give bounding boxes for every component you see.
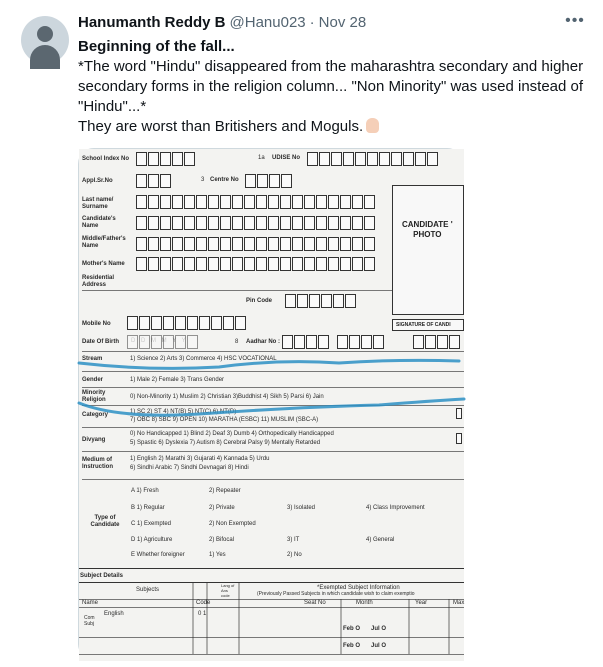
dob-label: Date Of Birth — [82, 339, 120, 345]
type-a-2: 2) Repeater — [209, 488, 241, 494]
divyang-row-2: 5) Spastic 6) Dyslexia 7) Autism 8) Cerebral Palsy 9) Mentally Retarded — [130, 440, 321, 446]
feb-option-1: Feb O — [343, 626, 361, 632]
year-col-label: Year — [415, 600, 428, 606]
aadhar-label: Aadhar No : — [246, 339, 281, 345]
subject-details-label: Subject Details — [80, 573, 124, 579]
stream-options: 1) Science 2) Arts 3) Commerce 4) HSC VOCATIONAL — [130, 356, 277, 362]
gender-options: 1) Male 2) Female 3) Trans Gender — [130, 377, 225, 383]
separator-dot: · — [309, 14, 315, 31]
residential-address-label: Residential Address — [82, 275, 115, 288]
jul-option-1: Jul O — [371, 626, 387, 632]
tweet-line-3: They are worst than Britishers and Moguls. — [78, 118, 364, 135]
udise-label: UDISE No — [272, 155, 301, 161]
medium-row-1: 1) English 2) Marathi 3) Gujarati 4) Kannada 5) Urdu — [130, 456, 270, 462]
type-c-2: 2) Non Exempted — [209, 521, 256, 527]
school-index-label: School Index No — [82, 156, 130, 162]
application-form-photo — [79, 149, 464, 661]
tweet-date[interactable]: Nov 28 — [318, 14, 367, 31]
scribble-stream — [79, 360, 459, 368]
centre-label: Centre No — [210, 177, 239, 183]
exempted-sub-label: (Previously Passed Subjects in which candidate wish to claim exemptio — [257, 591, 415, 597]
subjects-col-label: Subjects — [136, 587, 160, 593]
english-code: 0 1 — [198, 611, 207, 617]
minority-religion-label: Minority Religion — [82, 390, 106, 403]
type-of-candidate-label: Type of Candidate — [90, 515, 120, 528]
type-b-1: B 1) Regular — [131, 505, 165, 511]
tweet-text — [78, 37, 588, 137]
signature-label: SIGNATURE OF CANDI — [396, 322, 451, 328]
avatar[interactable] — [21, 16, 69, 64]
tweet-header — [78, 14, 366, 31]
last-name-label: Last name/ Surname — [82, 197, 114, 210]
author-name[interactable]: Hanumanth Reddy B — [78, 14, 226, 31]
blue-pen-scribble — [79, 149, 464, 661]
com-subj-label: Com Subj — [84, 615, 95, 627]
lang-col-label: Lang of Ans code — [221, 583, 235, 598]
medium-label: Medium of Instruction — [82, 457, 113, 470]
type-d-1: D 1) Agriculture — [131, 537, 173, 543]
author-handle[interactable]: @Hanu023 — [229, 14, 306, 31]
exempted-info-label: *Exempted Subject Information — [317, 585, 400, 591]
medium-row-2: 6) Sindhi Arabic 7) Sindhi Devnagari 8) Hindi — [130, 465, 249, 471]
type-d-4: 4) General — [366, 537, 395, 543]
minority-options: 0) Non-Minority 1) Muslim 2) Christian 3)Buddhist 4) Sikh 5) Parsi 6) Jain — [130, 394, 324, 400]
label-3: 3 — [201, 177, 205, 183]
type-b-3: 3) Isolated — [287, 505, 316, 511]
max-col-label: Max — [453, 600, 465, 606]
category-row-2: 7) OBC 8) SBC 9) OPEN 10) MARATHA (ESBC) 11) MUSLIM (SBC-A) — [130, 417, 319, 423]
label-8: 8 — [235, 339, 239, 345]
mobile-label: Mobile No — [82, 321, 111, 327]
mother-name-label: Mother's Name — [82, 261, 125, 267]
avatar-body-icon — [30, 45, 60, 69]
english-subject: English — [104, 611, 124, 617]
scribble-category — [79, 399, 464, 415]
tweet-line-2: *The word "Hindu" disappeared from the maharashtra secondary and higher secondary forms in the religion column... "Non Minority" was used instead of "Hindu"...* — [78, 58, 584, 115]
candidate-photo-label: CANDIDATE ' PHOTO — [402, 220, 453, 239]
name-col-label: Name — [82, 600, 99, 606]
type-e-2: 1) Yes — [209, 552, 226, 558]
gender-label: Gender — [82, 377, 104, 383]
category-label: Category — [82, 412, 109, 418]
divyang-row-1: 0) No Handicapped 1) Blind 2) Deaf 3) Dumb 4) Orthopedically Handicapped — [130, 431, 334, 437]
type-a-1: A 1) Fresh — [131, 488, 159, 494]
category-row-1: 1) SC 2) ST 4) NT(B) 5) NT(C) 6) NT(D) — [130, 409, 237, 415]
divyang-label: Divyang — [82, 437, 106, 443]
feb-option-2: Feb O — [343, 643, 361, 649]
label-1a: 1a — [258, 155, 265, 161]
jul-option-2: Jul O — [371, 643, 387, 649]
type-b-4: 4) Class Improvement — [366, 505, 425, 511]
appl-sr-label: Appl.Sr.No — [82, 178, 113, 184]
type-d-3: 3) IT — [287, 537, 300, 543]
folded-hands-emoji-icon — [366, 118, 379, 133]
candidate-name-label: Candidate's Name — [82, 216, 116, 229]
code-col-label: Code — [196, 600, 211, 606]
table-col-lines — [193, 582, 449, 654]
avatar-head-icon — [37, 26, 53, 42]
more-options-icon[interactable]: ••• — [565, 12, 585, 29]
pin-code-label: Pin Code — [246, 298, 273, 304]
stream-label: Stream — [82, 356, 103, 362]
seat-no-col-label: Seat No — [304, 600, 326, 606]
month-col-label: Month — [356, 600, 373, 606]
type-d-2: 2) Bifocal — [209, 537, 235, 543]
type-e-3: 2) No — [287, 552, 302, 558]
type-e-1: E Whether foreigner — [131, 552, 185, 558]
tweet-media-image[interactable] — [78, 148, 463, 660]
type-b-2: 2) Private — [209, 505, 235, 511]
type-c-1: C 1) Exempted — [131, 521, 172, 527]
middle-father-name-label: Middle/Father's Name — [82, 236, 126, 249]
tweet-line-1: Beginning of the fall... — [78, 38, 235, 55]
